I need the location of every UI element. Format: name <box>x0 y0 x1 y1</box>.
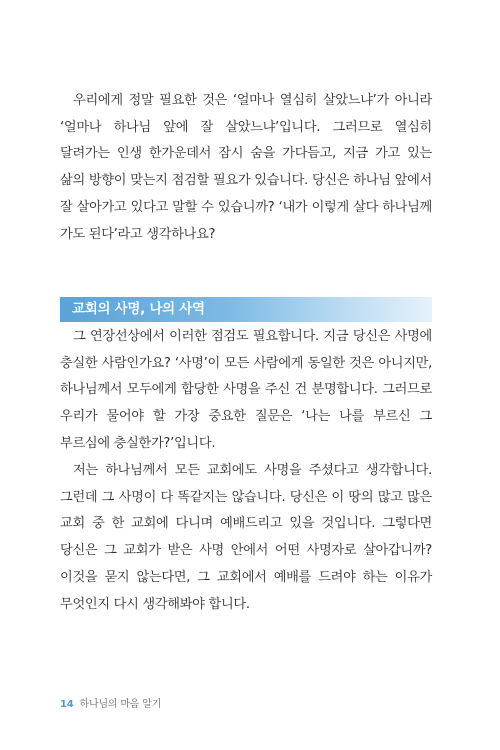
paragraph-3-text: 저는 하나님께서 모든 교회에도 사명을 주셨다고 생각합니다. 그런데 그 사명이 다 똑같지는 않습니다. 당신은 이 땅의 많고 많은 교회 중 한 교회에 다니며 예배드리고 있을 것입니다. 그렇다면 당신은 그 교회가 받은 사명 안에서 어떤 사명자로 살아갑니까? 이것을 묻지 않는다면, 그 교회에서 예배를 드려야 하는 이유가 무엇인지 다시 생각해봐야 합니다. <box>60 463 432 612</box>
page-footer <box>60 695 161 710</box>
body-paragraph-3 <box>60 458 432 618</box>
section-heading: 교회의 사명, 나의 사역 <box>72 301 205 317</box>
book-title: 하나님의 마음 알기 <box>79 699 162 710</box>
body-paragraph-1 <box>60 88 432 248</box>
paragraph-2-text: 그 연장선상에서 이러한 점검도 필요합니다. 지금 당신은 사명에 충실한 사람인가요? ‘사명’이 모든 사람에게 동일한 것은 아니지만, 하나님께서 모두에게 합당한 사명을 주신 건 분명합니다. 그러므로 우리가 물어야 할 가장 중요한 질문은 ‘나는 나를 부르신 그 부르심에 충실한가?’입니다. <box>60 329 432 451</box>
section-heading-bar <box>60 297 432 322</box>
page-number: 14 <box>60 699 74 710</box>
paragraph-1-text: 우리에게 정말 필요한 것은 ‘얼마나 열심히 살았느냐’가 아니라 ‘얼마나 하나님 앞에 잘 살았느냐’입니다. 그러므로 열심히 달려가는 인생 한가운데서 잠시 숨을 가다듬고, 지금 가고 있는 삶의 방향이 맞는지 점검할 필요가 있습니다. 당신은 하나님 앞에서 잘 살아가고 있다고 말할 수 있습니까? ‘내가 이렇게 살다 하나님께 가도 된다’라고 생각하나요? <box>60 93 432 242</box>
body-paragraph-2 <box>60 324 432 458</box>
